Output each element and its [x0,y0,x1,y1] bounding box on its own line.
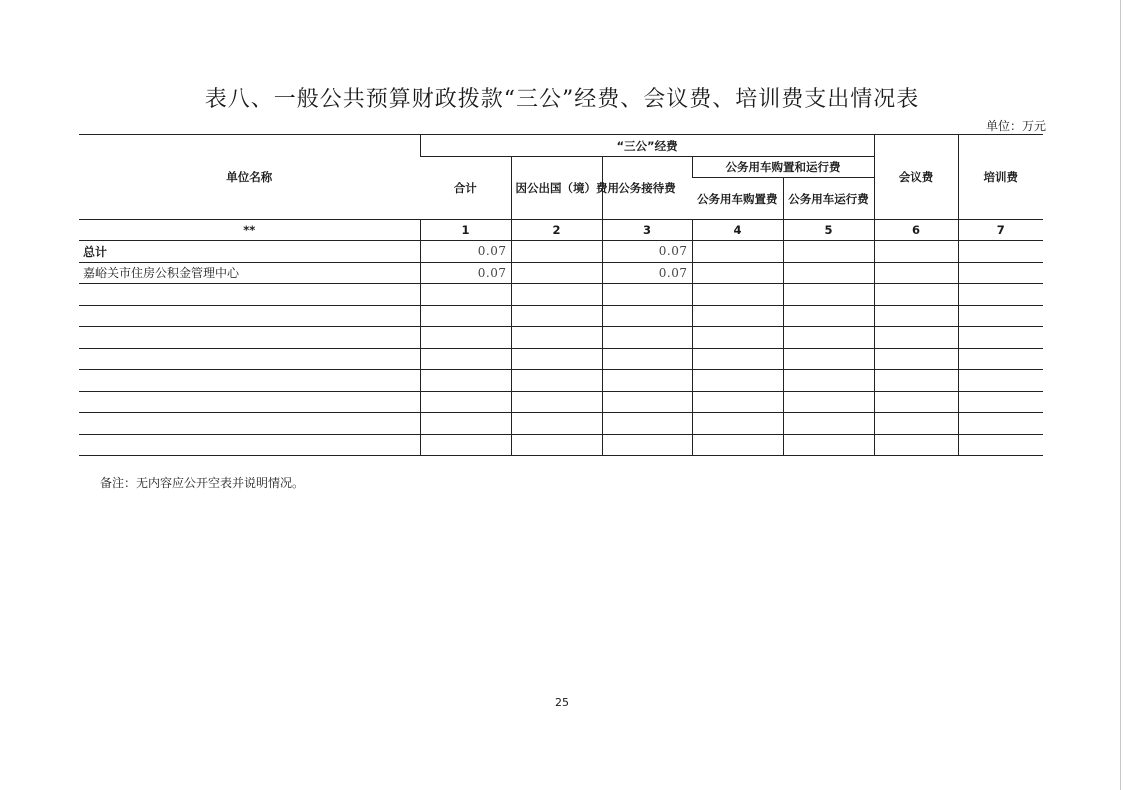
table-note: 备注：无内容应公开空表并说明情况。 [100,476,305,490]
cell-vehicle-operation [783,241,874,263]
table-row-empty [79,434,1043,456]
table-row-empty [79,413,1043,435]
page-number: 25 [555,696,569,709]
header-vehicle-operation: 公务用车运行费 [783,178,874,220]
page-edge [1120,0,1121,790]
cell-training [958,262,1043,284]
index-cell: 2 [511,220,602,241]
header-training: 培训费 [958,135,1043,220]
index-cell: 1 [420,220,511,241]
index-cell: 5 [783,220,874,241]
cell-abroad [511,262,602,284]
index-cell: ** [79,220,420,241]
table-row-empty [79,284,1043,306]
header-abroad: 因公出国（境）费用 [511,157,602,220]
row-name: 总计 [79,241,420,263]
cell-vehicle-purchase [692,262,783,284]
budget-table [79,134,1043,456]
header-sangong: “三公”经费 [420,135,874,157]
table-row [79,241,1043,263]
header-unit-name: 单位名称 [79,135,420,220]
cell-reception: 0.07 [602,241,692,263]
index-cell: 4 [692,220,783,241]
unit-label: 单位：万元 [985,119,1046,133]
table-row-empty [79,391,1043,413]
cell-total: 0.07 [420,241,511,263]
cell-abroad [511,241,602,263]
cell-vehicle-operation [783,262,874,284]
header-total: 合计 [420,157,511,220]
cell-meeting [874,262,958,284]
index-cell: 6 [874,220,958,241]
table-row-empty [79,348,1043,370]
row-name: 嘉峪关市住房公积金管理中心 [79,262,420,284]
header-vehicle-purchase: 公务用车购置费 [692,178,783,220]
cell-training [958,241,1043,263]
table-row-empty [79,327,1043,349]
table-row [79,262,1043,284]
index-cell: 3 [602,220,692,241]
page-title: 表八、一般公共预算财政拨款“三公”经费、会议费、培训费支出情况表 [204,87,920,112]
cell-total: 0.07 [420,262,511,284]
header-reception: 公务接待费 [602,157,692,220]
table-row-empty [79,370,1043,392]
table-row-empty [79,305,1043,327]
header-vehicle: 公务用车购置和运行费 [692,157,874,178]
cell-reception: 0.07 [602,262,692,284]
cell-meeting [874,241,958,263]
index-cell: 7 [958,220,1043,241]
cell-vehicle-purchase [692,241,783,263]
header-meeting: 会议费 [874,135,958,220]
